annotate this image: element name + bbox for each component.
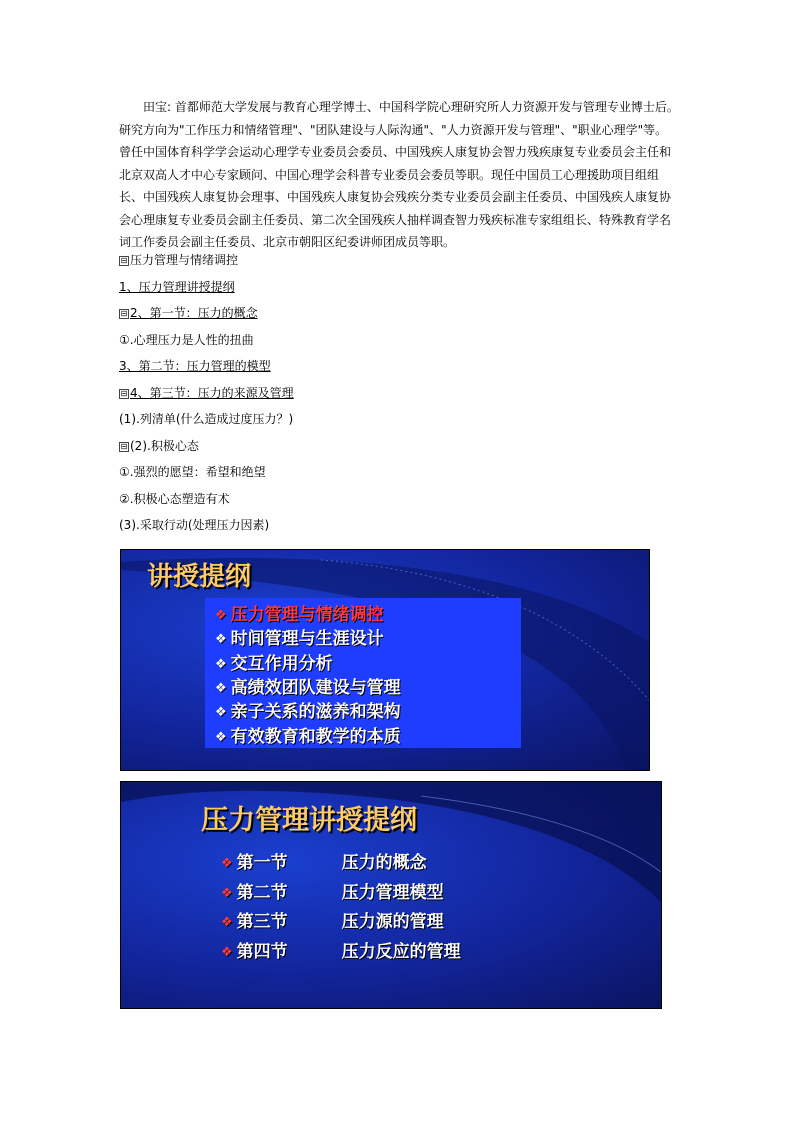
slide-item	[215, 673, 401, 698]
outline-item[interactable]	[119, 438, 199, 454]
slide-item	[215, 600, 384, 625]
diamond-bullet-icon: ❖	[215, 730, 227, 745]
collapse-icon[interactable]: ⊟	[120, 256, 128, 265]
collapse-icon[interactable]: ⊟	[120, 442, 128, 451]
outline-label: 2、第一节：压力的概念	[130, 306, 258, 320]
outline-item: (1).列清单(什么造成过度压力？)	[119, 412, 294, 426]
outline-item: ①.心理压力是人性的扭曲	[119, 333, 254, 347]
section-number: 第四节	[236, 942, 288, 962]
diamond-bullet-icon: ❖	[215, 632, 227, 647]
outline-root[interactable]	[119, 252, 238, 268]
outline-item: ②.积极心态塑造有术	[119, 492, 230, 506]
section-number: 第三节	[236, 912, 288, 932]
outline-item: ①.强烈的愿望：希望和绝望	[119, 465, 266, 479]
outline-label: (2).积极心态	[130, 439, 199, 453]
slide-item-label: 亲子关系的滋养和架构	[230, 702, 401, 722]
diamond-bullet-icon: ❖	[221, 886, 233, 901]
outline-link-3[interactable]: 3、第二节：压力管理的模型	[119, 359, 271, 373]
slide-item	[221, 937, 461, 962]
slide-item-label: 高绩效团队建设与管理	[230, 678, 401, 698]
section-number: 第二节	[236, 883, 288, 903]
outline-label: 压力管理与情绪调控	[130, 253, 239, 267]
slide-item	[215, 624, 384, 649]
collapse-icon[interactable]: ⊟	[120, 389, 128, 398]
diamond-bullet-icon: ❖	[221, 945, 233, 960]
diamond-bullet-icon: ❖	[215, 657, 227, 672]
outline-label: 4、第三节：压力的来源及管理	[130, 386, 294, 400]
slide-item	[215, 649, 333, 674]
slide-image-outline	[120, 549, 650, 771]
slide-image-stress-outline	[120, 781, 662, 1009]
slide-item	[221, 907, 444, 932]
slide-item	[215, 697, 401, 722]
slide-item	[221, 878, 444, 903]
diamond-bullet-icon: ❖	[215, 705, 227, 720]
diamond-bullet-icon: ❖	[221, 915, 233, 930]
section-title: 压力管理模型	[341, 883, 444, 903]
section-number: 第一节	[236, 853, 288, 873]
outline-link-1[interactable]: 1、压力管理讲授提纲	[119, 280, 235, 294]
diamond-bullet-icon: ❖	[215, 608, 227, 623]
outline-link-2[interactable]	[119, 305, 258, 321]
section-title: 压力源的管理	[341, 912, 444, 932]
section-title: 压力的概念	[341, 853, 427, 873]
outline-item: (3).采取行动(处理压力因素)	[119, 518, 270, 532]
slide-item-label: 压力管理与情绪调控	[230, 605, 384, 625]
slide-item-label: 有效教育和教学的本质	[230, 727, 401, 747]
slide-item	[221, 848, 427, 873]
slide-item	[215, 722, 401, 747]
outline-link-4[interactable]	[119, 385, 294, 401]
slide-title: 压力管理讲授提纲	[201, 805, 417, 836]
section-title: 压力反应的管理	[341, 942, 461, 962]
slide-item-label: 交互作用分析	[230, 654, 333, 674]
collapse-icon[interactable]: ⊟	[120, 309, 128, 318]
author-bio: 田宝: 首都师范大学发展与教育心理学博士、中国科学院心理研究所人力资源开发与管理专业博士后。研究方向为"工作压力和情绪管理"、"团队建设与人际沟通"、"人力资源开发与管理"、"职业心理学"等。曾任中国体育科学学会运动心理学专业委员会委员、中国残疾人康复协会智力残疾康复专业委员会主任和北京双高人才中心专家顾问、中国心理学会科普专业委员会委员等职。现任中国员工心理援助项目组组长、中国残疾人康复协会理事、中国残疾人康复协会残疾分类专业委员会副主任委员、中国残疾人康复协会心理康复专业委员会副主任委员、第二次全国残疾人抽样调查智力残疾标准专家组组长、特殊教育学名词工作委员会副主任委员、北京市朝阳区纪委讲师团成员等职。	[119, 100, 679, 249]
diamond-bullet-icon: ❖	[215, 681, 227, 696]
slide-title: 讲授提纲	[147, 562, 252, 592]
diamond-bullet-icon: ❖	[221, 856, 233, 871]
slide-item-label: 时间管理与生涯设计	[230, 629, 384, 649]
